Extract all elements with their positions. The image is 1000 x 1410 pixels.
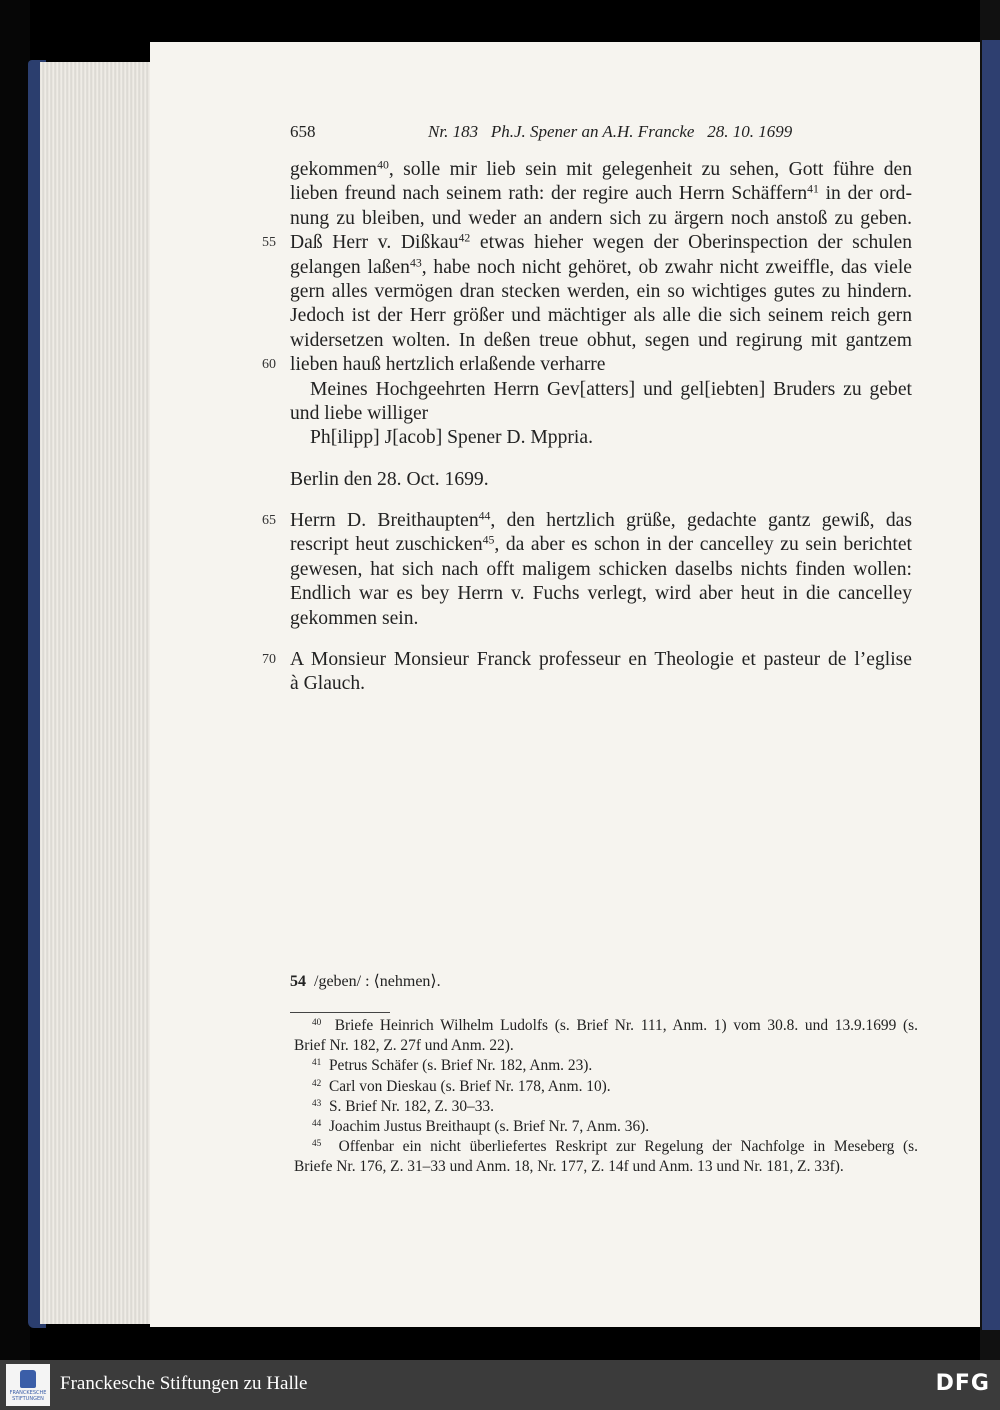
text-line: rescript heut zuschicken$^{45}$, da aber es schon in der cancelley zu sein berichtet	[290, 534, 912, 556]
apparatus-text: /geben/ : ⟨nehmen⟩.	[314, 973, 441, 990]
apparatus-line-ref: 54	[290, 973, 306, 990]
line-number: 70	[262, 652, 276, 668]
running-title: Nr. 183 Ph.J. Spener an A.H. Francke 28. 10. 1699	[428, 122, 793, 141]
page-number: 658	[290, 122, 316, 141]
logo-text: FRANCKESCHE STIFTUNGEN	[9, 1390, 47, 1402]
emblem-icon	[20, 1370, 36, 1388]
letter-text	[262, 158, 913, 697]
footnote-ref: 41	[807, 182, 819, 196]
address-line: 70 A Monsieur Monsieur Franck professeur en Theologie et pasteur de l’eglise	[290, 648, 912, 672]
text-line: gewesen, hat sich nach offt maligem schicken daselbs nichts finden wollen:	[290, 558, 912, 580]
text-line: gern alles vermögen dran stecken werden, ein so wichtiges gutes zu hindern.	[290, 280, 912, 302]
text-line: 65 Herrn D. Breithaupten$^{44}$, den hertzlich grüße, gedachte gantz gewiß, das	[290, 509, 912, 533]
footnote-43: $^{43}$ S. Brief Nr. 182, Z. 30–33.	[312, 1097, 494, 1115]
footer-bar	[0, 1360, 1000, 1410]
footnote-42: $^{42}$ Carl von Dieskau (s. Brief Nr. 178, Anm. 10).	[312, 1077, 611, 1095]
dfg-logo[interactable]: DFG	[935, 1371, 990, 1396]
footnote-44: $^{44}$ Joachim Justus Breithaupt (s. Brief Nr. 7, Anm. 36).	[312, 1117, 650, 1135]
line-number: 65	[262, 513, 276, 529]
text-line: 55 Daß Herr v. Dißkau$^{42}$ etwas hieher wegen der Oberinspection der schulen	[290, 231, 912, 255]
text-line: 60 lieben hauß hertzlich erlaßende verharre	[290, 353, 912, 377]
signature-line: Ph[ilipp] J[acob] Spener D. Mppria.	[310, 427, 593, 449]
footnote-41: $^{41}$ Petrus Schäfer (s. Brief Nr. 182, Anm. 23).	[312, 1057, 593, 1075]
footnote-ref: 45	[482, 534, 495, 548]
text-line: Meines Hochgeehrten Herrn Gev[atters] und gel[iebten] Bruders zu gebet	[310, 378, 912, 400]
text-line: gekommen sein.	[290, 607, 419, 629]
text-line: lieben freund nach seinem rath: der regire auch Herrn Schäffern$^{41}$ in der ord-	[290, 182, 912, 205]
text-line: gekommen$^{40}$, solle mir lieb sein mit gelegenheit zu sehen, Gott führe den	[290, 158, 912, 180]
page-edges	[40, 62, 160, 1324]
date-line: Berlin den 28. Oct. 1699.	[290, 468, 489, 490]
footnote-40: $^{40}$ Briefe Heinrich Wilhelm Ludolfs (s. Brief Nr. 111, Anm. 1) vom 30.8. und 13.9.1699 (s.	[312, 1016, 919, 1034]
footnote-ref: 44	[478, 509, 491, 523]
franckesche-stiftungen-logo[interactable]	[6, 1364, 50, 1406]
background-left	[0, 0, 30, 1360]
text-line: Jedoch ist der Herr größer und mächtiger als alle die sich seinem reich gern	[290, 305, 912, 327]
footnote-45-cont: Briefe Nr. 176, Z. 31–33 und Anm. 18, Nr. 177, Z. 14f und Anm. 13 und Nr. 181, Z. 33f).	[294, 1158, 844, 1176]
address-line: à Glauch.	[290, 673, 366, 695]
line-number: 60	[262, 357, 276, 373]
text-line: widersetzen wolten. In deßen treue obhut, segen und regirung mit gantzem	[290, 329, 912, 351]
institution-name: Franckesche Stiftungen zu Halle	[60, 1373, 308, 1394]
book-cover-right	[982, 40, 1000, 1330]
footnote-ref: 42	[458, 231, 471, 245]
text-line: gelangen laßen$^{43}$, habe noch nicht gehöret, ob zwahr nicht zweiffle, das viele	[290, 256, 912, 278]
footnotes	[294, 1016, 918, 1178]
footnote-40-cont: Brief Nr. 182, Z. 27f und Anm. 22).	[294, 1037, 514, 1055]
text-line: und liebe williger	[290, 402, 429, 424]
footnote-ref: 43	[409, 256, 422, 270]
footnote-rule	[290, 1012, 390, 1013]
critical-apparatus	[290, 971, 441, 991]
footnote-ref: 40	[377, 158, 389, 172]
line-number: 55	[262, 235, 276, 251]
footnote-45: $^{45}$ Offenbar ein nicht überliefertes Reskript zur Regelung der Nachfolge in Meseberg (s.	[312, 1138, 918, 1156]
text-line: Endlich war es bey Herrn v. Fuchs verlegt, wird aber heut in die cancelley	[290, 583, 912, 605]
text-line: nung zu bleiben, und weder an andern sich zu ärgern noch anstoß zu geben.	[290, 207, 912, 229]
